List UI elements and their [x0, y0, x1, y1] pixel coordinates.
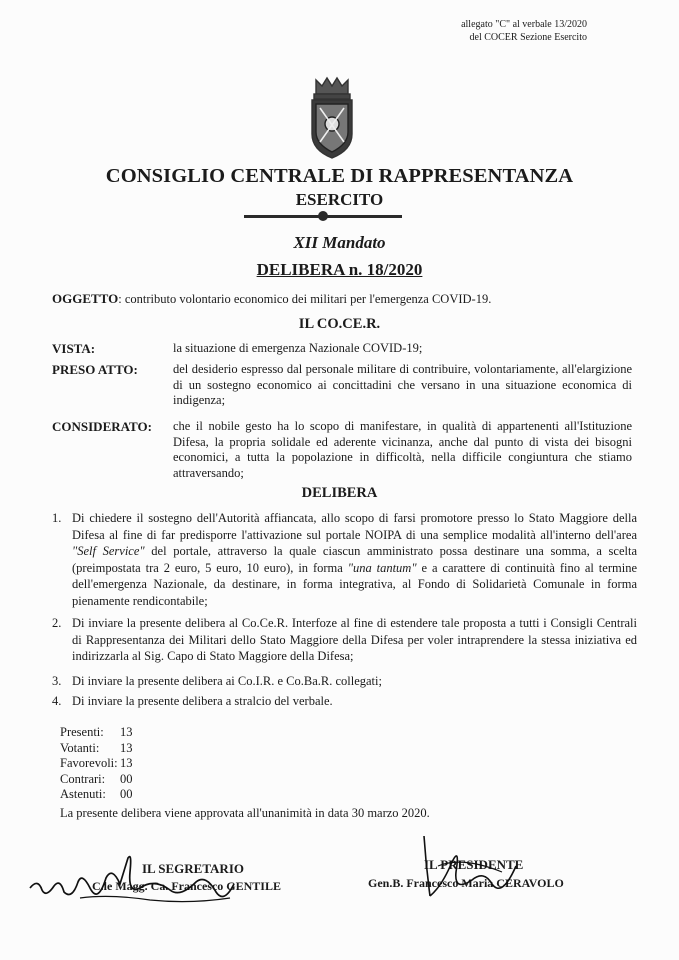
delibera-heading: DELIBERA [301, 485, 378, 501]
mandate-title: XII Mandato [293, 233, 386, 252]
vote-value: 13 [120, 725, 133, 739]
preso-atto-label: PRESO ATTO: [52, 362, 138, 377]
list-item-text: Di chiedere il sostegno dell'Autorità affiancata, allo scopo di farsi promotore presso lo Stato Maggiore della Difesa al fine di far predisporre l'attivazione sul portale NOIPA di una semplice modalità all'interno dell'area [72, 511, 637, 542]
secretary-title: IL SEGRETARIO [142, 861, 244, 876]
secretary-name: C.le Magg. Ca. Francesco GENTILE [92, 879, 281, 893]
vote-label: Astenuti: [60, 787, 106, 801]
preso-atto-row [52, 362, 632, 410]
delibera-number: DELIBERA n. 18/2020 [256, 260, 423, 279]
cocer-heading: IL CO.CE.R. [298, 316, 381, 332]
council-title: CONSIGLIO CENTRALE DI RAPPRESENTANZA [105, 165, 574, 187]
list-item [52, 673, 637, 690]
subject-text: : contributo volontario economico dei militari per l'emergenza COVID-19. [118, 292, 492, 306]
title-divider-ornament [318, 211, 328, 221]
attachment-note [461, 18, 587, 44]
president-name: Gen.B. Francesco Maria CERAVOLO [368, 876, 564, 890]
army-emblem-icon [302, 72, 362, 162]
vote-label: Votanti: [60, 740, 100, 755]
list-item-text: Di inviare la presente delibera al Co.Ce.R. Interfoze al fine di estendere tale proposta a tutti i Consigli Centrali di Rappresentanza dei Militari dello Stato Maggiore della Difesa per voler intraprendere la stessa iniziativa ed indirizzarla al Sig. Capo di Stato Maggiore della Difesa; [72, 616, 637, 663]
vote-label: Presenti: [60, 725, 104, 739]
president-signature-icon [412, 826, 532, 916]
approval-statement: La presente delibera viene approvata all'unanimità in data 30 marzo 2020. [60, 806, 430, 820]
vote-value: 00 [120, 787, 133, 801]
list-item-number: 3. [52, 673, 62, 688]
vote-value: 13 [120, 756, 133, 770]
vista-label: VISTA: [52, 341, 96, 356]
list-item-text: del portale, attraverso la quale ciascun amministrato possa destinare una somma, a scelta (preimpostata tra 2 euro, 5 euro, 10 euro), in forma [72, 544, 637, 575]
vote-value: 13 [120, 740, 133, 755]
list-item [52, 510, 637, 609]
una-tantum-term: "una tantum" [347, 560, 417, 575]
list-item-number: 2. [52, 616, 62, 630]
attachment-note-line1: allegato "C" al verbale 13/2020 [461, 19, 587, 30]
subject-label: OGGETTO [52, 291, 119, 306]
list-item-number: 1. [52, 511, 62, 525]
preso-atto-text: del desiderio espresso dal personale militare di contribuire, volontariamente, all'elargizione di un sostegno economico ai concittadini che versano in una situazione economica di indigenza; [173, 362, 632, 407]
list-item-text: Di inviare la presente delibera ai Co.I.R. e Co.Ba.R. collegati; [72, 673, 382, 688]
attachment-note-line2: del COCER Sezione Esercito [469, 32, 587, 43]
considerato-row [52, 419, 632, 483]
considerato-text: che il nobile gesto ha lo scopo di manifestare, in qualità di appartenenti all'Istituzione Difesa, la propria solidale ed aderente vicinanza, anche dal punto di vista dei bisogni economici, a tutta la popolazione in difficoltà, nella difficile congiuntura che stiamo attraversando; [173, 419, 632, 480]
vista-text: la situazione di emergenza Nazionale COVID-19; [173, 341, 423, 355]
vote-label: Favorevoli: [60, 756, 118, 770]
list-item [52, 615, 637, 665]
president-title: IL PRESIDENTE [424, 857, 524, 872]
list-item-text: Di inviare la presente delibera a stralcio del verbale. [72, 694, 333, 708]
considerato-label: CONSIDERATO: [52, 419, 152, 434]
secretary-signature-icon [20, 848, 260, 918]
vista-row [52, 341, 632, 357]
self-service-term: "Self Service" [72, 544, 145, 558]
list-item-number: 4. [52, 694, 62, 708]
delibera-list [52, 510, 637, 710]
subject-line [52, 291, 491, 307]
vote-label: Contrari: [60, 771, 106, 786]
vote-value: 00 [120, 771, 133, 786]
list-item [52, 693, 637, 710]
list-item-text: e a carattere di continuità fino al termine dell'emergenza Nazionale, da destinare, in forma integrativa, al Fondo di Solidarietà Comunale in forma pienamente rendicontabile; [72, 560, 637, 608]
army-title: ESERCITO [295, 190, 384, 209]
